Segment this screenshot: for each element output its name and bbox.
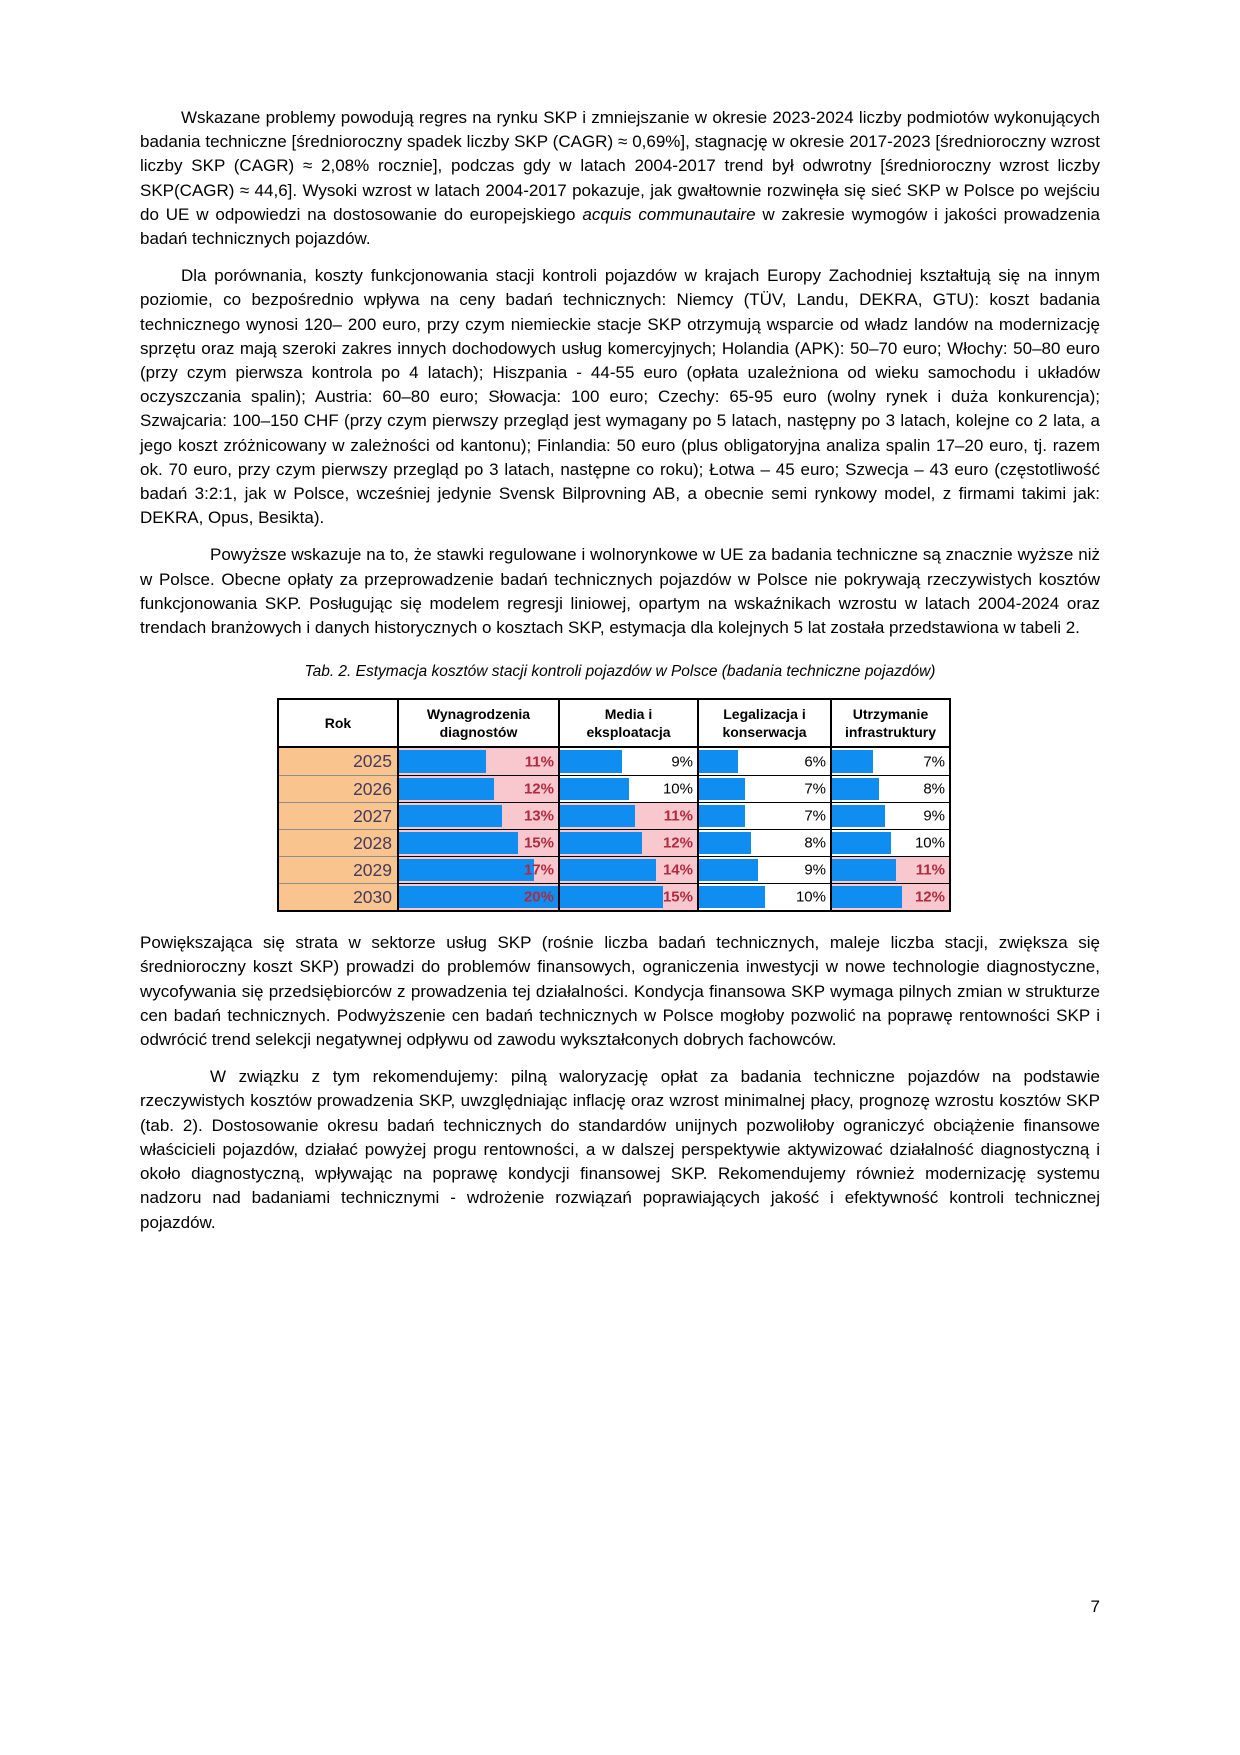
value-cell [397, 802, 558, 829]
value-label: 7% [923, 753, 945, 771]
value-cell [397, 748, 558, 775]
value-cell [830, 802, 949, 829]
year-cell: 2030 [279, 883, 397, 910]
value-cell [697, 883, 830, 910]
value-cell [558, 748, 697, 775]
data-bar [832, 859, 896, 881]
value-label: 6% [804, 753, 826, 771]
data-bar [699, 750, 738, 773]
data-bar [560, 886, 663, 908]
value-cell [830, 883, 949, 910]
paragraph-2: Dla porównania, koszty funkcjonowania stacji kontroli pojazdów w krajach Europy Zachodniej kształtują się na innym poziomie, co bezpośrednio wpływa na ceny badań technicznych: Niemcy (TÜV, Landu, DEKRA, GTU): koszt badania technicznego wynosi 120– 200 euro, przy czym niemieckie stacje SKP otrzymują wsparcie od władz landów na modernizację sprzętu oraz mają szeroki zakres innych dochodowych usług komercyjnych; Holandia (APK): 50–70 euro; Włochy: 50–80 euro (przy czym pierwsza kontrola po 4 latach); Hiszpania - 44-55 euro (opłata uzależniona od wieku samochodu i układów oczyszczania spalin); Austria: 60–80 euro; Słowacja: 100 euro; Czechy: 65-95 euro (wolny rynek i duża konkurencja); Szwajcaria: 100–150 CHF (przy czym pierwszy przegląd jest wymagany po 5 latach, następny po 3 latach, kolejne co 2 lata, a jego koszt zróżnicowany w zależności od kantonu); Finlandia: 50 euro (plus obligatoryjna analiza spalin 17–20 euro, tj. razem ok. 70 euro, przy czym pierwszy przegląd po 3 latach, następne co roku); Łotwa – 45 euro; Szwecja – 43 euro (częstotliwość badań 3:2:1, jak w Polsce, wcześniej jedynie Svensk Bilprovning AB, a obecnie semi rynkowy model, z firmami takimi jak: DEKRA, Opus, Besikta). [140, 266, 1100, 528]
value-label: 12% [523, 780, 554, 798]
value-label: 15% [523, 834, 554, 852]
value-cell [558, 829, 697, 856]
column-header: Rok [279, 700, 397, 746]
data-bar [832, 778, 879, 800]
value-label: 13% [523, 807, 554, 825]
value-label: 7% [804, 807, 826, 825]
year-cell: 2025 [279, 748, 397, 775]
paragraph-1-text: Wskazane problemy powodują regres na rynku SKP i zmniejszanie w okresie 2023-2024 liczby podmiotów wykonujących badania techniczne [średnioroczny spadek liczby SKP (CAGR) ≈ 0,69%], stagnację w okresie 2017-2023 [średnioroczny wzrost liczby SKP (CAGR) ≈ 2,08% rocznie], podczas gdy w latach 2004-2017 trend był odwrotny [średnioroczny wzrost liczby SKP(CAGR) ≈ 44,6]. Wysoki wzrost w latach 2004-2017 pokazuje, jak gwałtownie rozwinęła się sieć SKP w Polsce po wejściu do UE w odpowiedzi na dostosowanie do europejskiego [140, 108, 1100, 224]
paragraph-5: W związku z tym rekomendujemy: pilną waloryzację opłat za badania techniczne pojazdów na podstawie rzeczywistych kosztów prowadzenia SKP, uwzględniając inflację oraz wzrost minimalnej płacy, prognozę wzrostu kosztów SKP (tab. 2). Dostosowanie okresu badań technicznych do standardów unijnych pozwoliłoby ograniczyć obciążenie finansowe właścicieli pojazdów, działać powyżej progu rentowności, a w dalszej perspektywie aktywizować działalność diagnostyczną i około diagnostyczną, wpływając na poprawę kondycji finansowej SKP. Rekomendujemy również modernizację systemu nadzoru nad badaniami technicznymi - wdrożenie rozwiązań poprawiających jakość i efektywność kontroli technicznej pojazdów. [140, 1067, 1100, 1232]
data-bar [699, 886, 765, 908]
data-bar [832, 832, 891, 854]
value-label: 11% [663, 807, 693, 825]
value-cell [830, 748, 949, 775]
data-bar [399, 805, 502, 827]
data-bar [560, 778, 629, 800]
data-bar [560, 832, 642, 854]
column-header: Utrzymanie infrastruktury [830, 700, 949, 746]
page-number: 7 [1090, 1597, 1100, 1616]
value-cell [697, 802, 830, 829]
value-cell [558, 802, 697, 829]
data-bar [560, 750, 622, 773]
paragraph-1 [140, 106, 1100, 251]
value-label: 9% [671, 753, 693, 771]
value-label: 10% [795, 888, 826, 906]
data-bar [399, 750, 486, 773]
year-cell: 2027 [279, 802, 397, 829]
data-bar [699, 859, 758, 881]
text-block [140, 106, 1100, 1248]
value-label: 7% [804, 780, 826, 798]
value-cell [830, 775, 949, 802]
cost-table [277, 698, 951, 912]
year-cell: 2029 [279, 856, 397, 883]
value-label: 10% [662, 780, 693, 798]
value-label: 11% [524, 753, 554, 771]
value-cell [558, 775, 697, 802]
data-bar [560, 859, 656, 881]
data-bar [699, 778, 745, 800]
value-cell [397, 856, 558, 883]
value-cell [558, 856, 697, 883]
value-label: 9% [804, 861, 826, 879]
data-bar [399, 859, 534, 881]
data-bar [832, 750, 873, 773]
table-row [279, 856, 949, 883]
column-header: Media i eksploatacja [558, 700, 697, 746]
table-row [279, 883, 949, 910]
value-cell [558, 883, 697, 910]
table-body [279, 748, 949, 910]
year-cell: 2028 [279, 829, 397, 856]
value-label: 15% [662, 888, 693, 906]
value-cell [397, 829, 558, 856]
table-row [279, 802, 949, 829]
data-bar [560, 805, 635, 827]
value-cell [830, 856, 949, 883]
table-row [279, 829, 949, 856]
paragraph-1-text-after: w zakresie wymogów i jakości prowadzenia badań technicznych pojazdów. [140, 204, 1100, 249]
value-cell [830, 829, 949, 856]
data-bar [699, 832, 751, 854]
column-header: Wynagrodzenia diagnostów [397, 700, 558, 746]
value-label: 8% [923, 780, 945, 798]
value-label: 12% [914, 888, 945, 906]
paragraph-3: Powyższe wskazuje na to, że stawki regulowane i wolnorynkowe w UE za badania techniczne są znacznie wyższe niż w Polsce. Obecne opłaty za przeprowadzenie badań technicznych pojazdów w Polsce nie pokrywają rzeczywistych kosztów funkcjonowania SKP. Posługując się modelem regresji liniowej, opartym na wskaźnikach wzrostu w latach 2004-2024 oraz trendach branżowych i danych historycznych o kosztach SKP, estymacja dla kolejnych 5 lat została przedstawiona w tabeli 2. [140, 545, 1100, 638]
value-label: 10% [914, 834, 945, 852]
data-bar [832, 886, 902, 908]
table-row [279, 775, 949, 802]
value-label: 8% [804, 834, 826, 852]
data-bar [832, 805, 885, 827]
value-cell [397, 775, 558, 802]
value-cell [697, 829, 830, 856]
table-header-row [279, 700, 949, 748]
value-label: 17% [523, 861, 554, 879]
table-row [279, 748, 949, 775]
table-caption: Tab. 2. Estymacja kosztów stacji kontroli pojazdów w Polsce (badania techniczne pojazdów) [304, 663, 936, 681]
value-label: 12% [662, 834, 693, 852]
value-cell [697, 748, 830, 775]
data-bar [399, 832, 518, 854]
data-bar [699, 805, 745, 827]
value-cell [697, 856, 830, 883]
value-label: 11% [915, 861, 945, 879]
value-label: 14% [662, 861, 693, 879]
italic-phrase: acquis communautaire [582, 204, 756, 224]
value-label: 9% [923, 807, 945, 825]
data-bar [399, 778, 494, 800]
value-cell [697, 775, 830, 802]
year-cell: 2026 [279, 775, 397, 802]
value-label: 20% [523, 888, 554, 906]
column-header: Legalizacja i konserwacja [697, 700, 830, 746]
paragraph-4: Powiększająca się strata w sektorze usług SKP (rośnie liczba badań technicznych, maleje liczba stacji, zwiększa się średnioroczny koszt SKP) prowadzi do problemów finansowych, ograniczenia inwestycji w nowe technologie diagnostyczne, wycofywania się przedsiębiorców z prowadzenia tej działalności. Kondycja finansowa SKP wymaga pilnych zmian w strukturze cen badań technicznych. Podwyższenie cen badań technicznych w Polsce mogłoby pozwolić na poprawę rentowności SKP i odwrócić trend selekcji negatywnej odpływu od zawodu wykształconych dobrych fachowców. [140, 933, 1100, 1050]
value-cell [397, 883, 558, 910]
